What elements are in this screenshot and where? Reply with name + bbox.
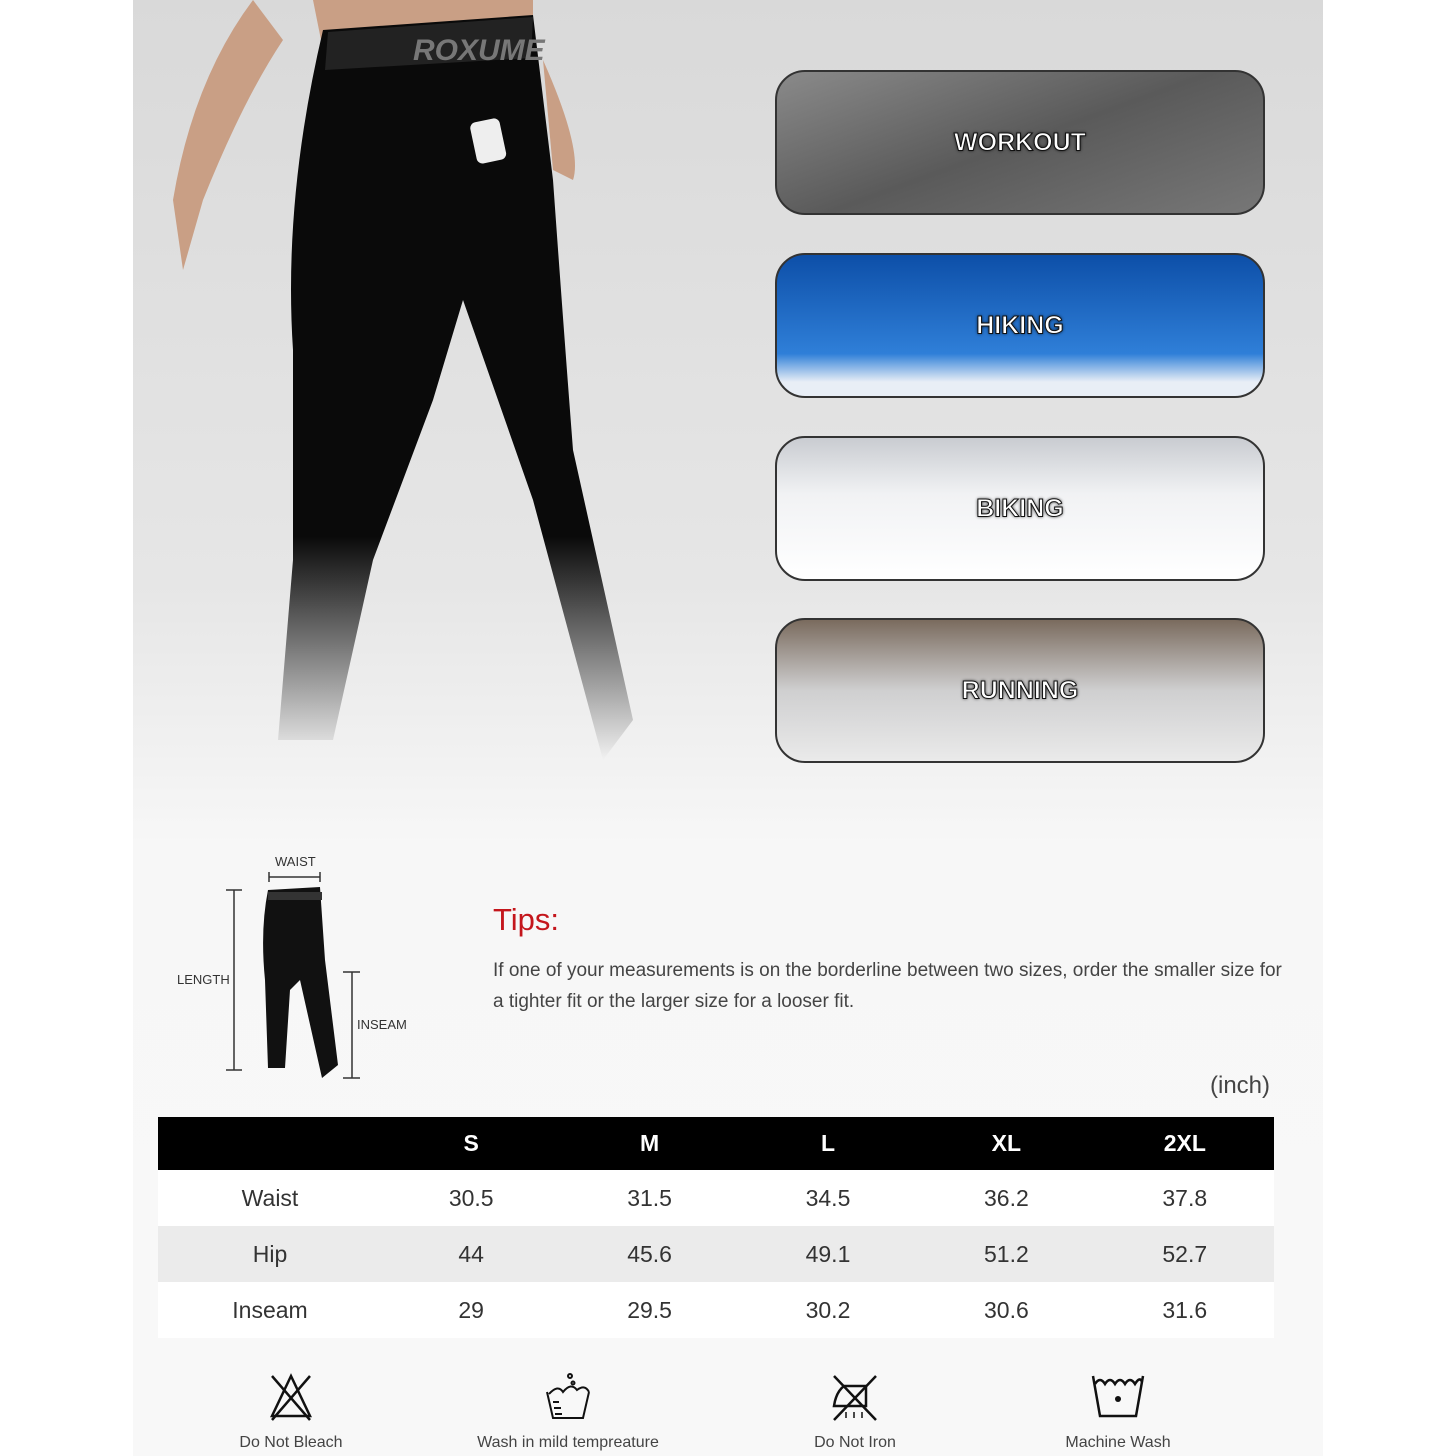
table-row	[158, 1282, 1274, 1338]
care-label: Machine Wash	[1065, 1434, 1171, 1451]
activity-card-workout	[775, 70, 1265, 215]
activity-label: BIKING	[976, 494, 1064, 522]
table-row	[158, 1226, 1274, 1282]
cell: 30.2	[739, 1282, 917, 1338]
inseam-label: INSEAM	[357, 1017, 407, 1032]
care-item-do-not-iron	[745, 1372, 965, 1452]
header-cell: S	[382, 1117, 560, 1170]
cell: 51.2	[917, 1226, 1095, 1282]
do-not-iron-icon	[830, 1372, 880, 1422]
activity-label: RUNNING	[961, 676, 1079, 704]
tips-title: Tips:	[493, 902, 560, 937]
waist-label: WAIST	[275, 854, 316, 869]
cell: 29	[382, 1282, 560, 1338]
do-not-bleach-icon	[266, 1372, 316, 1422]
row-label: Hip	[158, 1226, 382, 1282]
care-item-do-not-bleach	[181, 1372, 401, 1452]
header-cell	[158, 1117, 382, 1170]
unit-label: (inch)	[1210, 1072, 1271, 1099]
tips-body: If one of your measurements is on the borderline between two sizes, order the smaller size for a tighter fit or the larger size for a looser fit.	[493, 960, 1282, 1012]
activity-label: WORKOUT	[954, 128, 1086, 156]
cell: 49.1	[739, 1226, 917, 1282]
cell: 52.7	[1096, 1226, 1274, 1282]
brand-logo: ROXUME	[413, 34, 545, 67]
mild-wash-icon	[543, 1372, 593, 1422]
size-chart-table	[158, 1117, 1274, 1338]
cell: 37.8	[1096, 1170, 1274, 1226]
cell: 30.6	[917, 1282, 1095, 1338]
cell: 45.6	[560, 1226, 738, 1282]
activity-label: HIKING	[976, 311, 1064, 339]
cell: 31.6	[1096, 1282, 1274, 1338]
activity-card-running	[775, 618, 1265, 763]
table-header-row	[158, 1117, 1274, 1170]
length-label: LENGTH	[177, 972, 230, 987]
activity-card-biking	[775, 436, 1265, 581]
care-item-mild-wash	[458, 1372, 678, 1452]
leggings-model-photo	[133, 0, 753, 830]
activity-card-hiking	[775, 253, 1265, 398]
cell: 31.5	[560, 1170, 738, 1226]
cell: 29.5	[560, 1282, 738, 1338]
cell: 44	[382, 1226, 560, 1282]
care-label: Wash in mild tempreature	[477, 1434, 659, 1451]
measurement-diagram	[170, 850, 420, 1090]
row-label: Waist	[158, 1170, 382, 1226]
machine-wash-icon	[1090, 1372, 1146, 1422]
cell: 30.5	[382, 1170, 560, 1226]
care-item-machine-wash	[1008, 1372, 1228, 1452]
header-cell: XL	[917, 1117, 1095, 1170]
care-label: Do Not Bleach	[239, 1434, 343, 1451]
leggings-diagram-icon	[170, 850, 420, 1090]
table-row	[158, 1170, 1274, 1226]
cell: 36.2	[917, 1170, 1095, 1226]
header-cell: 2XL	[1096, 1117, 1274, 1170]
header-cell: L	[739, 1117, 917, 1170]
care-label: Do Not Iron	[814, 1434, 896, 1451]
cell: 34.5	[739, 1170, 917, 1226]
row-label: Inseam	[158, 1282, 382, 1338]
header-cell: M	[560, 1117, 738, 1170]
